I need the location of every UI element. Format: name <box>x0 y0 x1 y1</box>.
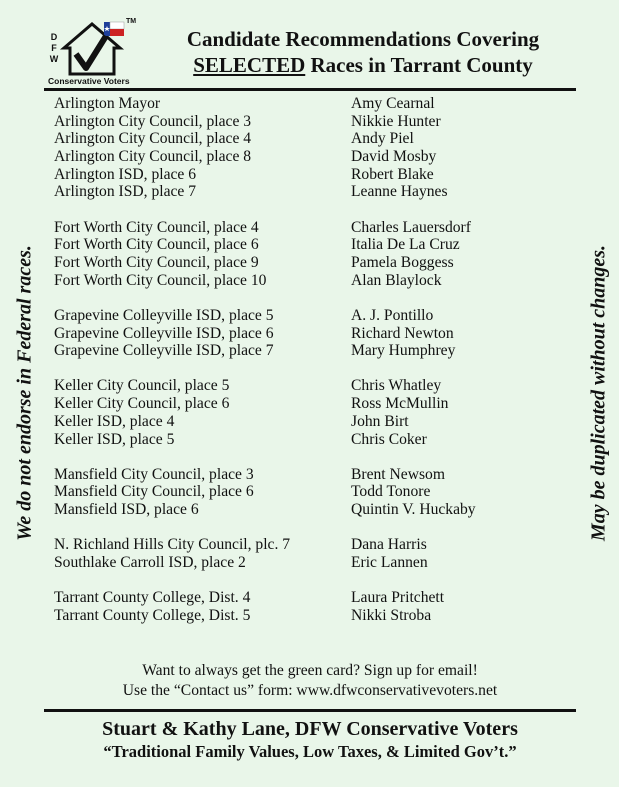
race-row <box>54 536 514 554</box>
race-row <box>54 589 514 607</box>
office-name: Fort Worth City Council, place 4 <box>54 218 259 236</box>
office-name: Keller ISD, place 4 <box>54 412 175 430</box>
candidate-name: Chris Whatley <box>351 377 442 395</box>
race-row <box>54 395 514 413</box>
candidate-name: Laura Pritchett <box>351 589 445 607</box>
office-name: Arlington Mayor <box>54 95 161 112</box>
candidate-name: Todd Tonore <box>351 483 431 501</box>
race-row <box>54 236 514 254</box>
office-name: Grapevine Colleyville ISD, place 6 <box>54 324 274 342</box>
contact-text: Use the “Contact us” form: www.dfwconservativevoters.net <box>122 682 498 699</box>
candidate-name: Ross McMullin <box>351 395 449 413</box>
office-name: Keller City Council, place 6 <box>54 395 230 413</box>
trademark-mark: TM <box>126 18 137 25</box>
office-name: Fort Worth City Council, place 10 <box>54 271 267 289</box>
candidate-name: Quintin V. Huckaby <box>351 501 476 519</box>
candidate-name: Mary Humphrey <box>351 342 456 360</box>
candidate-name: Robert Blake <box>351 165 434 183</box>
dfw-logo <box>48 18 140 88</box>
office-name: Keller City Council, place 5 <box>54 377 230 395</box>
race-row <box>54 130 514 148</box>
race-row <box>54 183 514 201</box>
race-row <box>54 466 514 484</box>
office-name: Arlington ISD, place 6 <box>54 165 197 183</box>
side-note-right: May be duplicated without changes. <box>587 244 610 542</box>
side-note-left: We do not endorse in Federal races. <box>13 245 36 541</box>
office-name: Keller ISD, place 5 <box>54 430 175 448</box>
office-name: Tarrant County College, Dist. 4 <box>54 589 251 607</box>
office-name: Mansfield City Council, place 3 <box>54 465 254 483</box>
candidate-name: Chris Coker <box>351 430 427 448</box>
recommendations-list <box>54 95 514 642</box>
candidate-name: John Birt <box>351 412 409 430</box>
candidate-name: Alan Blaylock <box>351 271 442 289</box>
race-group <box>54 589 514 624</box>
candidate-name: Andy Piel <box>351 130 414 148</box>
logo-dfw-letters: D F W <box>49 32 59 64</box>
race-row <box>54 483 514 501</box>
office-name: Mansfield City Council, place 6 <box>54 483 254 501</box>
candidate-name: Italia De La Cruz <box>351 236 460 254</box>
candidate-name: Charles Lauersdorf <box>351 218 471 236</box>
race-row <box>54 307 514 325</box>
race-row <box>54 607 514 625</box>
candidate-name: A. J. Pontillo <box>351 306 434 324</box>
office-name: Mansfield ISD, place 6 <box>54 501 199 519</box>
motto-line: “Traditional Family Values, Low Taxes, & Limited Gov’t.” <box>103 742 517 761</box>
candidate-name: Leanne Haynes <box>351 183 448 201</box>
office-name: Grapevine Colleyville ISD, place 5 <box>54 306 274 324</box>
race-row <box>54 148 514 166</box>
email-signup-text: Want to always get the green card? Sign up for email! <box>142 662 478 679</box>
race-row <box>54 166 514 184</box>
flag-red-band <box>110 29 124 36</box>
page-title-line-2 <box>148 52 578 78</box>
race-row <box>54 431 514 449</box>
race-row <box>54 413 514 431</box>
candidate-name: Dana Harris <box>351 536 427 554</box>
race-row <box>54 501 514 519</box>
top-divider <box>44 88 576 91</box>
candidate-name: David Mosby <box>351 148 437 166</box>
candidate-name: Richard Newton <box>351 324 454 342</box>
race-row <box>54 342 514 360</box>
race-row <box>54 272 514 290</box>
candidate-name: Amy Cearnal <box>351 95 435 112</box>
office-name: Arlington ISD, place 7 <box>54 183 197 201</box>
logo-caption: Conservative Voters <box>48 76 130 86</box>
race-row <box>54 219 514 237</box>
race-group <box>54 377 514 448</box>
office-name: Southlake Carroll ISD, place 2 <box>54 553 246 571</box>
candidate-name: Eric Lannen <box>351 553 428 571</box>
office-name: N. Richland Hills City Council, plc. 7 <box>54 536 291 554</box>
race-row <box>54 554 514 572</box>
race-group <box>54 95 514 201</box>
candidate-name: Brent Newsom <box>351 465 445 483</box>
office-name: Arlington City Council, place 3 <box>54 112 252 130</box>
candidate-name: Pamela Boggess <box>351 254 454 271</box>
race-group <box>54 466 514 519</box>
title-line-2-rest: Races in Tarrant County <box>305 53 533 77</box>
candidate-name: Nikki Stroba <box>351 606 432 624</box>
office-name: Fort Worth City Council, place 9 <box>54 254 259 271</box>
check-icon <box>76 36 106 68</box>
race-row <box>54 254 514 272</box>
bottom-divider <box>44 709 576 712</box>
flag-white-band <box>110 22 124 29</box>
candidate-name: Nikkie Hunter <box>351 112 441 130</box>
title-selected-word: SELECTED <box>193 53 306 77</box>
race-row <box>54 377 514 395</box>
race-group <box>54 536 514 571</box>
race-row <box>54 325 514 343</box>
race-row <box>54 95 514 113</box>
page-title-line-1: Candidate Recommendations Covering <box>186 27 540 51</box>
office-name: Arlington City Council, place 4 <box>54 130 252 148</box>
office-name: Fort Worth City Council, place 6 <box>54 236 259 254</box>
race-row <box>54 113 514 131</box>
signature-line: Stuart & Kathy Lane, DFW Conservative Voters <box>102 718 518 740</box>
race-group <box>54 219 514 290</box>
office-name: Grapevine Colleyville ISD, place 7 <box>54 342 274 360</box>
race-group <box>54 307 514 360</box>
office-name: Arlington City Council, place 8 <box>54 148 252 166</box>
office-name: Tarrant County College, Dist. 5 <box>54 606 251 624</box>
